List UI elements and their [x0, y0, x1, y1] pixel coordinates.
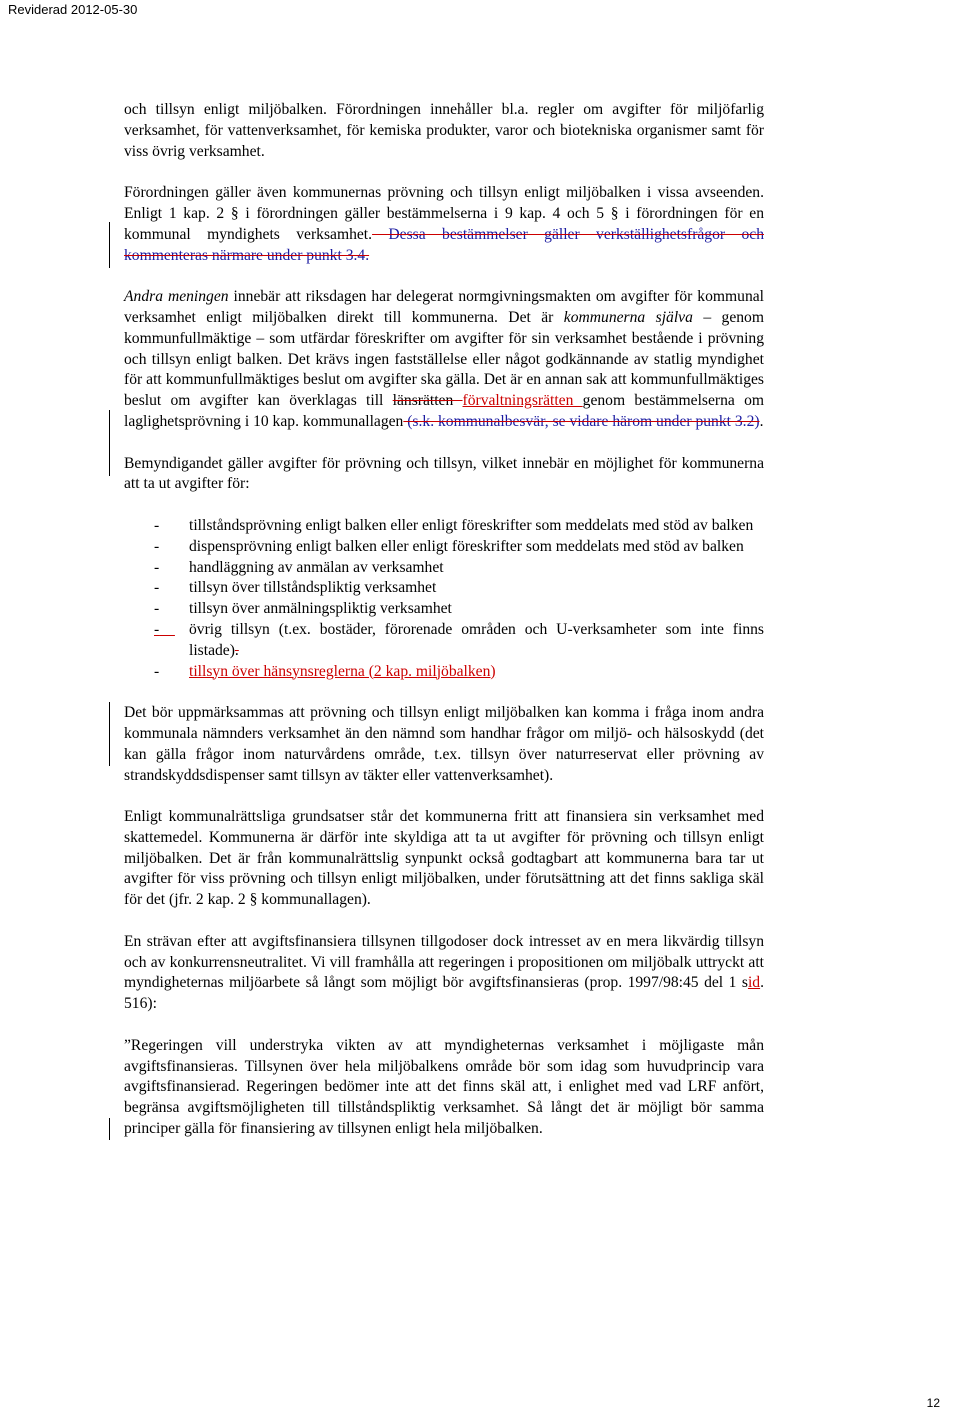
list-item: - tillståndsprövning enligt balken eller enligt föreskrifter som meddelats med stöd av balken — [154, 516, 754, 534]
paragraph: Andra meningen innebär att riksdagen har delegerat normgivningsmakten om avgifter för kommunal verksamhet enligt miljöbalken direkt till kommunerna. Det är kommunerna själva – genom kommunfullmäktige – som utfärdar föreskrifter om avgifter för sin verksamhet bestående i prövning och tillsyn enligt balken. Det krävs ingen fastställelse eller något godkännande av statlig myndighet för att kommunfullmäktiges beslut om avgifter ska gälla. Det är en annan sak att kommunfullmäktiges beslut om avgifter kan överklagas till länsrätten förvaltningsrätten genom bestämmelserna om laglighetsprövning i 10 kap. kommunallagen (s.k. kommunalbesvär, se vidare härom under punkt 3.2). — [124, 288, 765, 430]
paragraph: Förordningen gäller även kommunernas prövning och tillsyn enligt miljöbalken i vissa avseenden. Enligt 1 kap. 2 § i förordningen gäller bestämmelserna i 9 kap. 4 och 5 § i förordningen för en kommunal myndighets verksamhet. Dessa bestämmelser gäller verkställighetsfrågor och kommenteras närmare under punkt 3.4. — [124, 184, 764, 264]
list-item: - handläggning av anmälan av verksamhet — [154, 558, 444, 576]
deleted-text: (s.k. kommunalbesvär, se vidare härom under punkt 3.2) — [403, 412, 760, 430]
paragraph: Det bör uppmärksammas att prövning och tillsyn enligt miljöbalken kan komma i fråga inom andra kommunala nämnders verksamhet än den nämnd som handhar frågor om miljö- och hälsoskydd (det kan gälla frågor inom naturvårdens område, t.ex. tillsyn över naturreservat eller prövning av strandskyddsdispenser samt tillsyn av täkter eller vattenverksamhet). — [124, 704, 764, 784]
page-number: 12 — [926, 1396, 940, 1410]
list-item: - tillsyn över anmälningspliktig verksamhet — [154, 600, 452, 618]
paragraph: och tillsyn enligt miljöbalken. Förordningen innehåller bl.a. regler om avgifter för miljöfarlig verksamhet, för vattenverksamhet, för kemiska produkter, varor och biotekniska organismer samt för viss övrig verksamhet. — [124, 101, 764, 160]
block-quote: ”Regeringen vill understryka vikten av att myndigheternas verksamhet i möjligaste mån avgiftsfinansieras. Tillsynen över hela miljöbalkens område bör som idag som huvudprincip vara avgiftsfinansierad. Regeringen bedömer inte att det finns skäl att, i enlighet med vad LRF anfört, begränsa avgiftsmöjligheten till tillståndspliktig verksamhet. Så långt det är möjligt bör samma principer gälla för finansiering av tillsynen enligt hela miljöbalken. — [124, 1036, 764, 1138]
list-item: - tillsyn över hänsynsreglerna (2 kap. miljöbalken) — [154, 662, 496, 680]
change-bar — [109, 1118, 110, 1140]
deleted-text: länsrätten — [392, 392, 463, 410]
change-bar — [109, 702, 110, 766]
deleted-text: . — [234, 641, 239, 659]
revision-header: Reviderad 2012-05-30 — [8, 2, 138, 17]
fee-list — [124, 516, 764, 682]
inserted-text: tillsyn över hänsynsreglerna (2 kap. miljöbalken) — [189, 662, 496, 680]
list-item: - dispensprövning enligt balken eller enligt föreskrifter som meddelats med stöd av balken — [154, 537, 744, 555]
inserted-text: id — [747, 974, 761, 992]
deleted-text: Dessa bestämmelser gäller verkställighetsfrågor och kommenteras närmare under punkt 3.4. — [124, 225, 764, 264]
change-bar — [109, 410, 110, 476]
paragraph: Enligt kommunalrättsliga grundsatser står det kommunerna fritt att finansiera sin verksamhet med skattemedel. Kommunerna är därför inte skyldiga att ta ut avgifter för prövning och tillsyn enligt miljöbalken. Det är från kommunalrättslig synpunkt också godtagbart att kommunerna bara tar ut avgifter för viss prövning och tillsyn enligt miljöbalken, under förutsättning att det finns sakliga skäl för det (jfr. 2 kap. 2 § kommunallagen). — [124, 808, 764, 909]
list-item: - tillsyn över tillståndspliktig verksamhet — [154, 579, 437, 597]
document-body — [124, 100, 764, 1161]
paragraph: En strävan efter att avgiftsfinansiera tillsynen tillgodoser dock intresset av en mera likvärdig tillsyn och av konkurrensneutralitet. Vi vill framhålla att regeringen i propositionen om miljöbalk uttryckt att myndigheternas miljöarbete så långt som möjligt bör avgiftsfinansieras (prop. 1997/98:45 del 1 sid. 516): — [124, 932, 764, 1013]
list-item: - övrig tillsyn (t.ex. bostäder, förorenade områden och U-verksamheter som inte finns listade). — [154, 620, 764, 659]
change-bar — [109, 222, 110, 268]
inserted-text: förvaltningsrätten — [462, 392, 583, 410]
paragraph: Bemyndigandet gäller avgifter för prövning och tillsyn, vilket innebär en möjlighet för kommunerna att ta ut avgifter för: — [124, 454, 764, 493]
